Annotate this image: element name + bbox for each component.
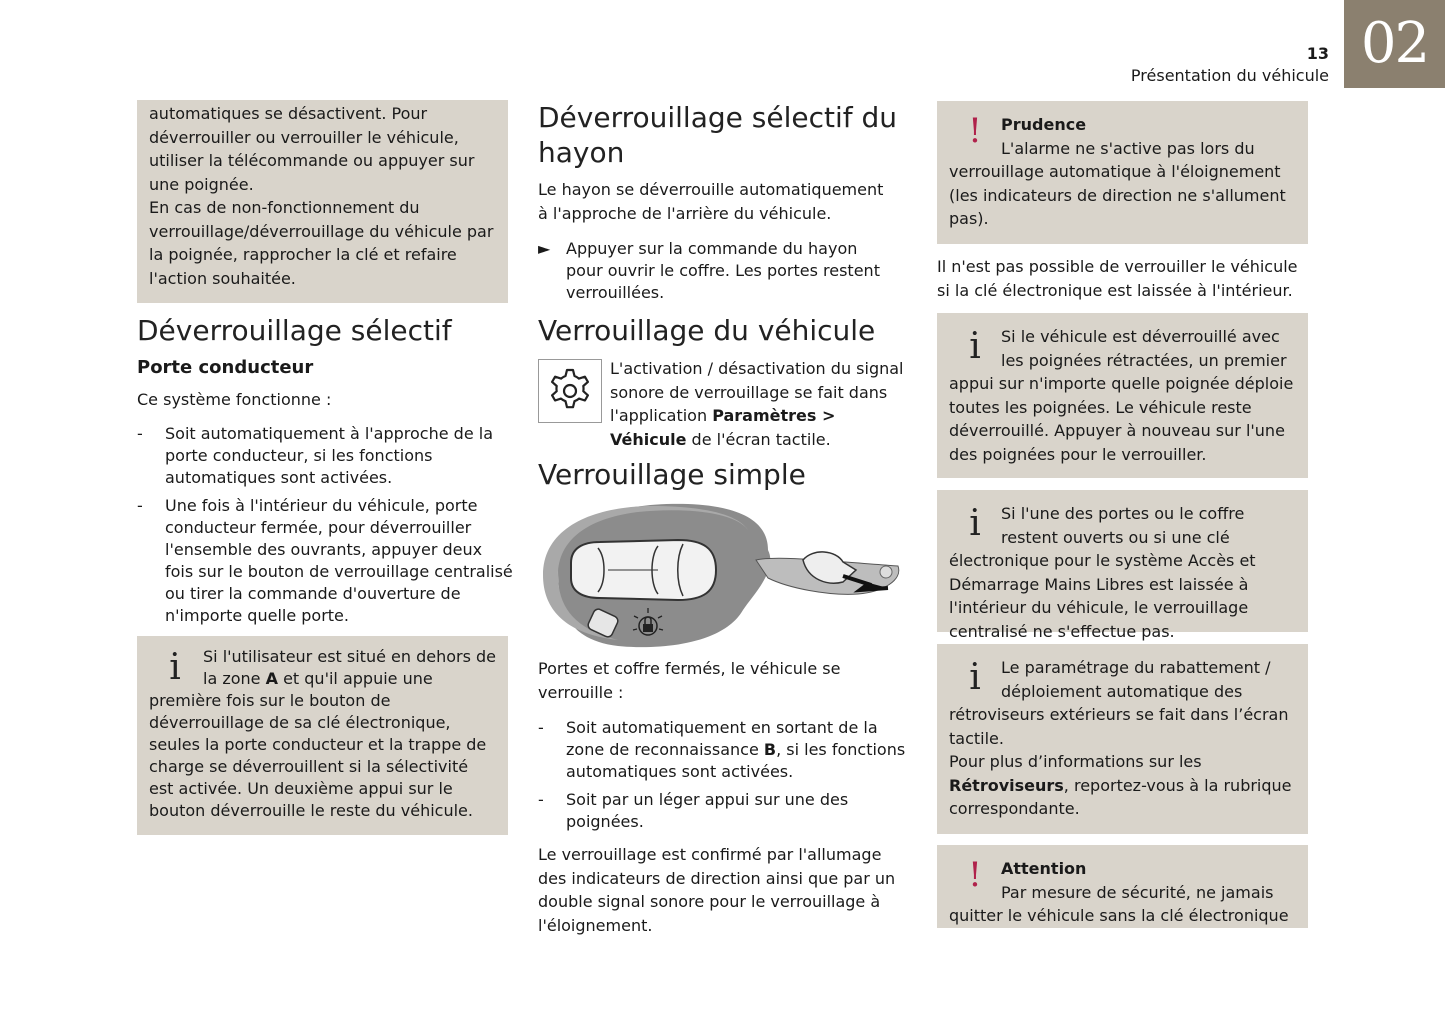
list-item <box>538 717 908 783</box>
page-number: 13 <box>1306 44 1329 63</box>
section-heading: Verrouillage simple <box>538 458 806 491</box>
note-line: la poignée, rapprocher la clé et refaire <box>149 245 457 264</box>
info-text: et qu'il appuie une première fois sur le bouton de déverrouillage de sa clé électronique, seules la porte conducteur et la trappe de charge se déverrouillent si la sélectivité est activée. Un deuxième appui sur le bouton déverrouille le reste du véhicule. <box>149 669 487 820</box>
note-line: l'action souhaitée. <box>149 268 296 288</box>
chapter-tab: 02 <box>1344 0 1445 88</box>
list-item-text: Soit automatiquement en sortant de la zone de reconnaissance <box>566 718 878 759</box>
paragraph-text: de l'écran tactile. <box>686 429 831 449</box>
prudence-text: L'alarme ne s'active pas lors du verrouillage automatique à l'éloignement (les indicateurs de direction ne s'allument pas). <box>949 138 1286 228</box>
prudence-title: Prudence <box>1001 115 1087 134</box>
info-icon: i <box>169 647 181 688</box>
arrow-right-icon: ► <box>538 239 551 258</box>
warning-icon: ! <box>968 111 982 151</box>
attention-title: Attention <box>1001 859 1087 878</box>
settings-path: Paramètres > Véhicule <box>610 406 836 449</box>
dash-marker: - <box>137 496 143 515</box>
list-item <box>137 423 495 489</box>
note-line: utiliser la télécommande ou appuyer sur <box>149 151 475 170</box>
info-icon: i <box>969 503 981 544</box>
section-heading: Déverrouillage sélectif <box>137 314 452 347</box>
info-box <box>937 644 1308 834</box>
section-heading: Verrouillage du véhicule <box>538 314 876 347</box>
info-text-bold: Rétroviseurs <box>949 775 1064 795</box>
bullet-list <box>137 423 513 627</box>
note-line: verrouillage/déverrouillage du véhicule par <box>149 221 494 241</box>
action-step <box>538 238 886 304</box>
note-line: En cas de non-fonctionnement du <box>149 198 420 217</box>
warning-icon: ! <box>968 855 982 895</box>
intro-text: Ce système fonctionne : <box>137 390 332 409</box>
attention-box <box>937 845 1308 928</box>
note-line: une poignée. <box>149 174 254 194</box>
subheading: Porte conducteur <box>137 357 314 378</box>
note-line: automatiques se désactivent. Pour <box>149 104 428 123</box>
list-item-text: , si les fonctions automatiques sont activées. <box>566 740 906 781</box>
info-text: Le paramétrage du rabattement / déploiement automatique des rétroviseurs extérieurs se fait dans l’écran tactile. <box>949 658 1289 748</box>
info-box <box>937 313 1308 478</box>
info-icon: i <box>969 326 981 367</box>
settings-paragraph <box>610 357 908 451</box>
list-item-text: Soit automatiquement à l'approche de la porte conducteur, si les fonctions automatiques sont activées. <box>165 424 494 487</box>
info-box <box>137 636 508 835</box>
dash-marker: - <box>538 790 544 809</box>
dash-marker: - <box>137 424 143 443</box>
section-heading: Déverrouillage sélectif du hayon <box>538 101 898 169</box>
info-text-bold: A <box>265 669 278 688</box>
info-box <box>937 490 1308 641</box>
info-icon: i <box>969 657 981 698</box>
dash-marker: - <box>538 718 544 737</box>
list-item-bold: B <box>763 740 777 759</box>
bullet-list <box>538 717 908 833</box>
info-text: Pour plus d’informations sur les <box>949 752 1202 771</box>
note-line: déverrouiller ou verrouiller le véhicule, <box>149 127 459 147</box>
list-item <box>137 495 515 627</box>
chapter-title: Présentation du véhicule <box>1130 66 1329 85</box>
list-item <box>538 789 876 833</box>
info-text-more <box>949 750 1296 821</box>
list-item-text: Une fois à l'intérieur du véhicule, porte conducteur fermée, pour déverrouiller l'ensemble des ouvrants, appuyer deux fois sur le bouton de verrouillage centralisé ou tirer la commande d'ouverture de n'importe quelle porte. <box>165 496 513 625</box>
info-text: Si le véhicule est déverrouillé avec les poignées rétractées, un premier appui sur n'importe quelle poignée déploie toutes les poignées. Le véhicule reste déverrouillé. Appuyer à nouveau sur l'une des poignées pour le verrouiller. <box>949 327 1294 464</box>
info-text: Si l'une des portes ou le coffre restent ouverts ou si une clé électronique pour le système Accès et Démarrage Mains Libres est laissée à l'intérieur du véhicule, le verrouillage centralisé ne s'effectue pas. <box>949 504 1256 641</box>
paragraph: Il n'est pas possible de verrouiller le véhicule si la clé électronique est laissée à l'intérieur. <box>937 257 1298 300</box>
list-item-text: Soit par un léger appui sur une des poignées. <box>566 790 849 831</box>
paragraph: Le hayon se déverrouille automatiquement à l'approche de l'arrière du véhicule. <box>538 180 884 223</box>
paragraph-text: L'activation / désactivation du signal sonore de verrouillage se fait dans l'application <box>610 359 904 425</box>
gear-icon <box>539 360 601 422</box>
info-text: Si l'utilisateur est situé en dehors de la zone <box>203 647 497 688</box>
action-step-text: Appuyer sur la commande du hayon pour ouvrir le coffre. Les portes restent verrouillées. <box>566 239 880 302</box>
paragraph: Le verrouillage est confirmé par l'allumage des indicateurs de direction ainsi que par un double signal sonore pour le verrouillage à l'éloignement. <box>538 845 896 935</box>
attention-text: Par mesure de sécurité, ne jamais quitter le véhicule sans la clé électronique <box>949 882 1289 925</box>
locking-zone-illustration <box>538 500 908 650</box>
paragraph: Portes et coffre fermés, le véhicule se verrouille : <box>538 659 841 702</box>
continued-note-box <box>137 100 508 303</box>
car-zone-diagram <box>538 500 908 650</box>
info-text: , reportez-vous à la rubrique correspondante. <box>949 775 1292 818</box>
settings-gear-icon <box>538 359 602 423</box>
prudence-box <box>937 101 1308 244</box>
